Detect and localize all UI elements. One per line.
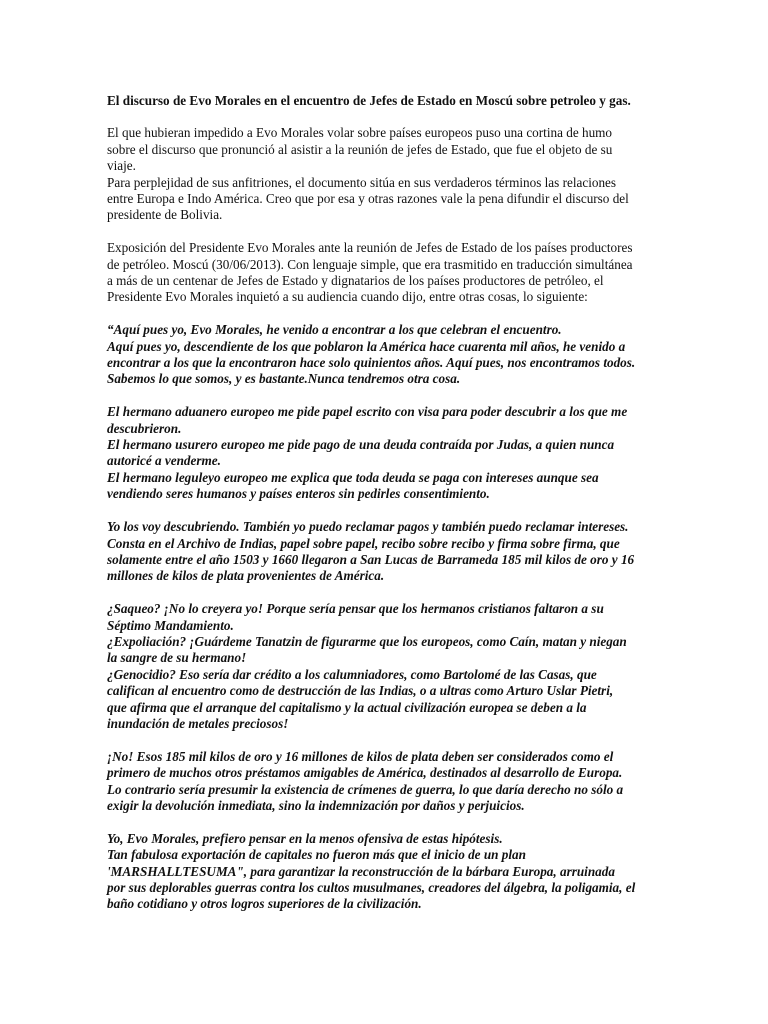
- text-line: presidente de Bolivia.: [107, 207, 223, 223]
- text-line: El hermano leguleyo europeo me explica que toda deuda se paga con intereses aunque sea: [107, 469, 599, 485]
- document-body: [107, 125, 667, 912]
- quoted-paragraph: [107, 749, 667, 815]
- text-line: califican al encuentro como de destrucción de las Indias, o a ultras como Arturo Uslar Pietri,: [107, 683, 614, 699]
- quoted-paragraph: [107, 601, 667, 732]
- text-line: Consta en el Archivo de Indias, papel sobre papel, recibo sobre recibo y firma sobre firma, que: [107, 535, 620, 551]
- text-line: ¿Expoliación? ¡Guárdeme Tanatzin de figurarme que los europeos, como Caín, matan y niegan: [107, 633, 627, 649]
- text-line: “Aquí pues yo, Evo Morales, he venido a encontrar a los que celebran el encuentro.: [107, 322, 562, 338]
- text-line: primero de muchos otros préstamos amigables de América, destinados al desarrollo de Europa.: [107, 765, 623, 781]
- text-line: Séptimo Mandamiento.: [107, 617, 234, 633]
- text-line: Exposición del Presidente Evo Morales ante la reunión de Jefes de Estado de los países productores: [107, 240, 633, 256]
- text-line: Yo los voy descubriendo. También yo puedo reclamar pagos y también puedo reclamar intereses.: [107, 519, 629, 535]
- text-line: El hermano usurero europeo me pide pago de una deuda contraída por Judas, a quien nunca: [107, 437, 615, 453]
- text-line: El hermano aduanero europeo me pide papel escrito con visa para poder descubrir a los que me: [107, 404, 628, 420]
- text-line: descubrieron.: [107, 420, 182, 436]
- text-line: a más de un centenar de Jefes de Estado y dignatarios de los países productores de petróleo, el: [107, 273, 604, 289]
- paragraph: [107, 125, 667, 223]
- text-line: El que hubieran impedido a Evo Morales volar sobre países europeos puso una cortina de humo: [107, 125, 613, 141]
- paragraph: [107, 240, 667, 306]
- text-line: viaje.: [107, 158, 136, 174]
- text-line: vendiendo seres humanos y países enteros sin pedirles consentimiento.: [107, 486, 490, 502]
- text-line: millones de kilos de plata provenientes de América.: [107, 568, 385, 584]
- text-line: de petróleo. Moscú (30/06/2013). Con lenguaje simple, que era trasmitido en traducción simultánea: [107, 256, 633, 272]
- text-line: Aquí pues yo, descendiente de los que poblaron la América hace cuarenta mil años, he venido a: [107, 338, 626, 354]
- quoted-paragraph: [107, 831, 667, 913]
- text-line: baño cotidiano y otros logros superiores de la civilización.: [107, 896, 422, 912]
- text-line: ¿Genocidio? Eso sería dar crédito a los calumniadores, como Bartolomé de las Casas, que: [107, 666, 597, 682]
- text-line: Para perplejidad de sus anfitriones, el documento sitúa en sus verdaderos términos las relaciones: [107, 174, 617, 190]
- text-line: por sus deplorables guerras contra los cultos musulmanes, creadores del álgebra, la poligamia, el: [107, 879, 636, 895]
- text-line: 'MARSHALLTESUMA", para garantizar la reconstrucción de la bárbara Europa, arruinada: [107, 863, 615, 879]
- text-line: que afirma que el arranque del capitalismo y la actual civilización europea se deben a la: [107, 699, 587, 715]
- text-line: ¡No! Esos 185 mil kilos de oro y 16 millones de kilos de plata deben ser considerados como el: [107, 748, 614, 764]
- text-line: Yo, Evo Morales, prefiero pensar en la menos ofensiva de estas hipótesis.: [107, 830, 503, 846]
- text-line: ¿Saqueo? ¡No lo creyera yo! Porque sería pensar que los hermanos cristianos faltaron a su: [107, 601, 604, 617]
- text-line: autoricé a venderme.: [107, 453, 221, 469]
- text-line: Tan fabulosa exportación de capitales no fueron más que el inicio de un plan: [107, 847, 526, 863]
- text-line: solamente entre el año 1503 y 1660 llegaron a San Lucas de Barrameda 185 mil kilos de oro y 16: [107, 551, 635, 567]
- document-page: [107, 93, 667, 929]
- document-title: El discurso de Evo Morales en el encuentro de Jefes de Estado en Moscú sobre petroleo y gas.: [107, 93, 631, 108]
- text-line: exigir la devolución inmediata, sino la indemnización por daños y perjuicios.: [107, 797, 525, 813]
- text-line: entre Europa e Indo América. Creo que por esa y otras razones vale la pena difundir el discurso del: [107, 191, 629, 207]
- text-line: Lo contrario sería presumir la existencia de crímenes de guerra, lo que daría derecho no sólo a: [107, 781, 624, 797]
- text-line: sobre el discurso que pronunció al asistir a la reunión de jefes de Estado, que fue el objeto de su: [107, 141, 613, 157]
- quoted-paragraph: [107, 404, 667, 502]
- quoted-paragraph: [107, 322, 667, 388]
- text-line: Presidente Evo Morales inquietó a su audiencia cuando dijo, entre otras cosas, lo siguiente:: [107, 289, 588, 305]
- text-line: la sangre de su hermano!: [107, 650, 247, 666]
- text-line: encontrar a los que la encontraron hace solo quinientos años. Aquí pues, nos encontramos todos.: [107, 355, 636, 371]
- text-line: inundación de metales preciosos!: [107, 715, 289, 731]
- quoted-paragraph: [107, 519, 667, 585]
- text-line: Sabemos lo que somos, y es bastante.Nunca tendremos otra cosa.: [107, 371, 461, 387]
